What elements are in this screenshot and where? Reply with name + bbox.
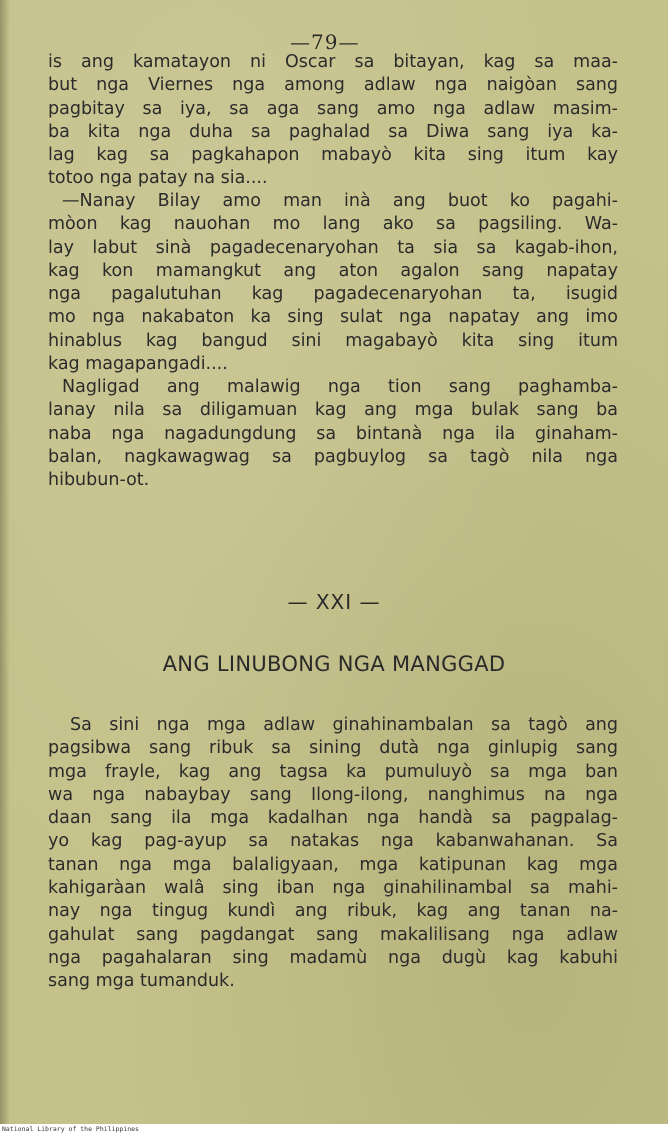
paragraph-4 xyxy=(48,714,618,994)
text-line: mo nga nakabaton ka sing sulat nga napatay ang imo xyxy=(48,307,618,328)
text-line: hibubun-ot. xyxy=(48,470,150,491)
text-line: kahigaràan walâ sing iban nga ginahilinambal sa mahi- xyxy=(48,878,618,899)
text-line: nay nga tingug kundì ang ribuk, kag ang tanan na- xyxy=(48,901,618,922)
text-line: sang mga tumanduk. xyxy=(48,971,235,992)
text-line: Nagligad ang malawig nga tion sang paghamba- xyxy=(62,377,618,397)
text-line: totoo nga patay na sia.... xyxy=(48,168,268,189)
text-line: nga pagalutuhan kag pagadecenaryohan ta, isugid xyxy=(48,284,618,305)
text-line: hinablus kag bangud sini magabayò kita sing itum xyxy=(48,330,618,351)
text-line: kag kon mamangkut ang aton agalon sang napatay xyxy=(48,260,618,281)
text-line: mga frayle, kag ang tagsa ka pumuluyò sa mga ban xyxy=(48,761,618,782)
text-line: mòon kag nauohan mo lang ako sa pagsiling. Wa- xyxy=(48,214,618,235)
text-line: kag magapangadi.... xyxy=(48,354,228,375)
text-line: daan sang ila mga kadalhan nga handà sa pagpalag- xyxy=(48,808,618,829)
text-line: nga pagahalaran sing madamù nga dugù kag kabuhi xyxy=(48,947,618,968)
text-line: lanay nila sa diligamuan kag ang mga bulak sang ba xyxy=(48,400,618,421)
paragraph-2 xyxy=(48,190,618,376)
text-line: balan, nagkawagwag sa pagbuylog sa tagò nila nga xyxy=(48,446,618,467)
text-line: naba nga nagadungdung sa bintanà nga ila ginaham- xyxy=(48,423,618,444)
text-line: lag kag sa pagkahapon mabayò kita sing itum kay xyxy=(48,145,618,166)
text-line: Sa sini nga mga adlaw ginahinambalan sa tagò ang xyxy=(70,715,618,735)
text-line: wa nga nabaybay sang Ilong-ilong, nanghimus na nga xyxy=(48,784,618,805)
page-number: —79— xyxy=(290,30,360,54)
library-credit: National Library of the Philippines xyxy=(2,1125,139,1133)
text-line: pagbitay sa iya, sa aga sang amo nga adlaw masim- xyxy=(48,98,618,119)
text-line: pagsibwa sang ribuk sa sining dutà nga ginlupig sang xyxy=(48,738,618,759)
text-line: yo kag pag-ayup sa natakas nga kabanwahanan. Sa xyxy=(48,831,618,852)
text-line: gahulat sang pagdangat sang makalilisang nga adlaw xyxy=(48,924,618,945)
paragraph-3 xyxy=(48,376,618,492)
text-line: is ang kamatayon ni Oscar sa bitayan, kag sa maa- xyxy=(48,52,618,72)
page-spine-shadow xyxy=(0,0,10,1124)
paragraph-1 xyxy=(48,51,618,191)
text-line: —Nanay Bilay amo man inà ang buot ko pagahi- xyxy=(62,191,618,211)
text-line: but nga Viernes nga among adlaw nga naigòan sang xyxy=(48,75,618,96)
text-line: ba kita nga duha sa paghalad sa Diwa sang iya ka- xyxy=(48,121,618,142)
text-line: tanan nga mga balaligyaan, mga katipunan kag mga xyxy=(48,854,618,875)
text-line: lay labut sinà pagadecenaryohan ta sia sa kagab-ihon, xyxy=(48,237,618,258)
chapter-number: — XXI — xyxy=(287,590,381,614)
chapter-title: ANG LINUBONG NGA MANGGAD xyxy=(162,652,506,676)
